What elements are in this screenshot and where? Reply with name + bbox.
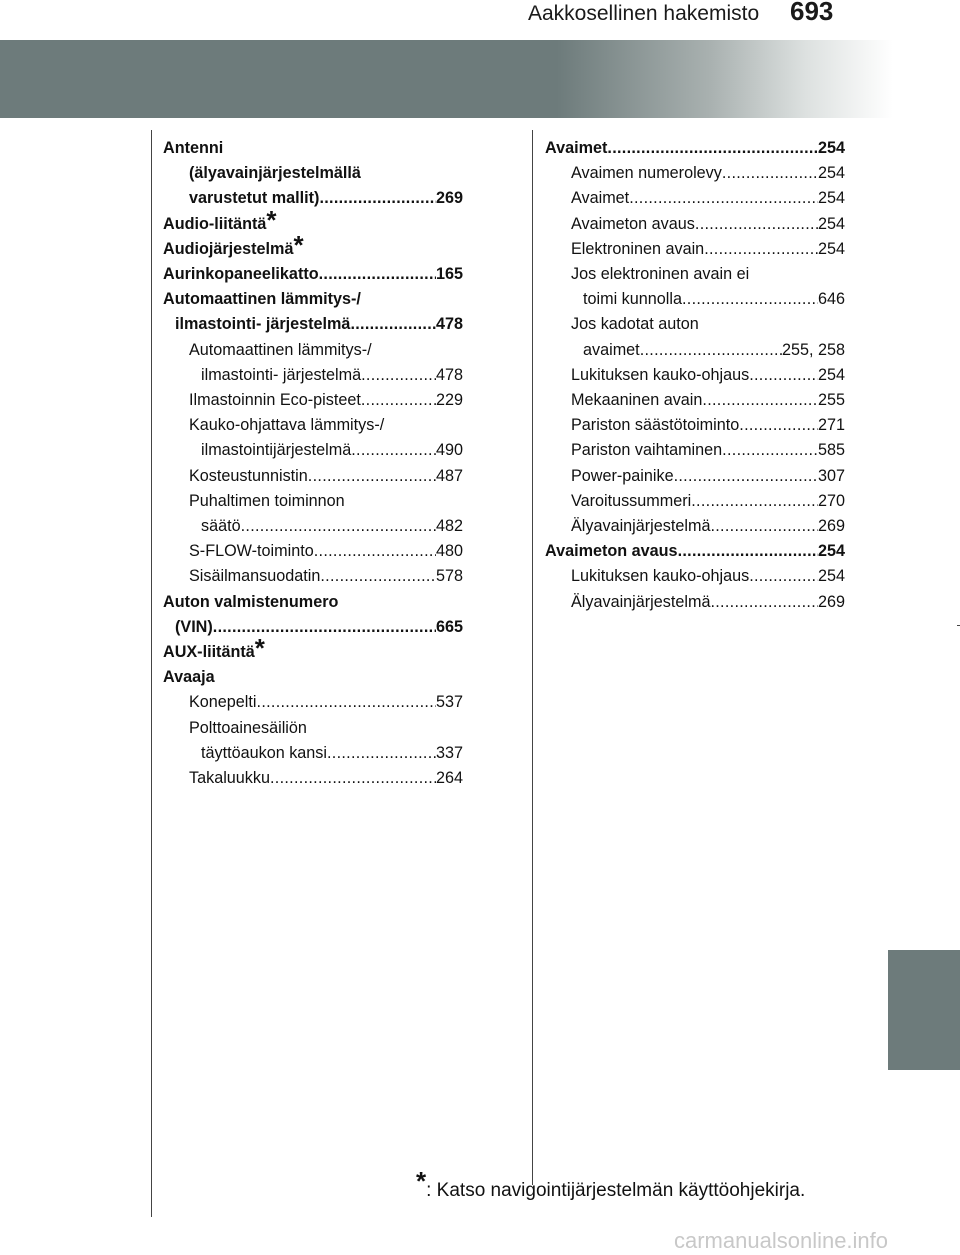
index-entry <box>545 413 845 438</box>
entry-label: Elektroninen avain <box>571 239 705 258</box>
entry-label: ilmastointijärjestelmä <box>201 441 352 460</box>
entry-page: 578 <box>435 567 463 586</box>
entry-label: Älyavainjärjestelmä <box>571 592 711 611</box>
index-entry <box>163 741 463 766</box>
entry-label: Avaimeton avaus <box>571 214 695 233</box>
dot-leader <box>629 186 818 211</box>
dot-leader <box>257 690 436 715</box>
center-column-rule <box>532 130 533 1185</box>
entry-label: Varoitussummeri <box>571 491 692 510</box>
index-entry <box>545 161 845 186</box>
watermark: carmanualsonline.info <box>674 1228 889 1253</box>
entry-label: Antenni <box>163 139 224 157</box>
index-entry <box>163 514 463 539</box>
entry-label: Kauko-ohjattava lämmitys-/ <box>189 416 385 435</box>
index-entry <box>545 312 845 337</box>
index-entry: AUX-liitäntä * <box>163 640 463 665</box>
entry-label: Pariston säästötoiminto <box>571 416 740 435</box>
dot-leader <box>607 136 818 161</box>
footnote-text: : Katso navigointijärjestelmän käyttöohjekirja. <box>426 1180 806 1201</box>
dot-leader <box>320 564 436 589</box>
entry-label: Audio-liitäntä <box>163 214 267 233</box>
entry-label: Mekaaninen avain <box>571 391 703 410</box>
dot-leader <box>749 363 818 388</box>
dot-leader <box>351 438 436 463</box>
entry-label: Kosteustunnistin <box>189 466 308 485</box>
entry-label: varustetut mallit) <box>189 189 320 208</box>
entry-page: 478 <box>435 315 463 334</box>
entry-page: 271 <box>817 416 845 435</box>
entry-page: 480 <box>435 542 463 561</box>
entry-page: 254 <box>817 214 845 233</box>
index-entry <box>163 539 463 564</box>
entry-label: Avaimeton avaus <box>545 542 678 561</box>
dot-leader <box>319 186 436 211</box>
entry-page: 307 <box>817 466 845 485</box>
entry-label: täyttöaukon kansi <box>201 743 327 762</box>
dot-leader <box>722 161 818 186</box>
entry-label: Jos kadotat auton <box>571 315 699 334</box>
entry-page: 254 <box>817 239 845 258</box>
index-entry <box>545 287 845 312</box>
dot-leader <box>361 363 436 388</box>
entry-label: Audiojärjestelmä <box>163 239 294 258</box>
entry-page: 482 <box>435 517 463 536</box>
entry-page: 537 <box>435 693 463 712</box>
left-column-rule <box>151 130 152 1217</box>
dot-leader <box>749 564 818 589</box>
index-entry <box>163 464 463 489</box>
entry-label: Aurinkopaneelikatto <box>163 265 319 284</box>
entry-page: 254 <box>817 189 845 208</box>
entry-label: Takaluukku <box>189 769 270 788</box>
index-entry: Audiojärjestelmä * <box>163 237 463 262</box>
entry-label: Lukituksen kauko-ohjaus <box>571 567 750 586</box>
section-title: Aakkosellinen hakemisto <box>528 2 760 25</box>
entry-label: Lukituksen kauko-ohjaus <box>571 365 750 384</box>
entry-label: Auton valmistenumero <box>163 592 339 611</box>
dot-leader <box>682 287 818 312</box>
entry-page: 255 <box>817 391 845 410</box>
index-entry <box>545 186 845 211</box>
header-band <box>0 40 960 118</box>
entry-label: Älyavainjärjestelmä <box>571 517 711 536</box>
section-tab <box>888 950 960 1070</box>
dot-leader <box>213 615 436 640</box>
entry-label: Avaimet <box>545 139 608 157</box>
entry-page: 478 <box>435 365 463 384</box>
entry-page: 337 <box>435 743 463 762</box>
entry-page: 255, 258 <box>781 340 845 359</box>
index-entry <box>163 615 463 640</box>
dot-leader <box>722 438 818 463</box>
entry-label: Avaaja <box>163 668 215 687</box>
dot-leader <box>710 590 818 615</box>
index-entry: Audio-liitäntä * <box>163 212 463 237</box>
entry-label: Avaimet <box>571 189 630 208</box>
entry-label: toimi kunnolla <box>583 290 682 309</box>
entry-page: 490 <box>435 441 463 460</box>
index-entry <box>545 539 845 564</box>
entry-label: Polttoainesäiliön <box>189 718 307 737</box>
entry-page: 229 <box>435 391 463 410</box>
dot-leader <box>327 741 436 766</box>
index-entry <box>163 438 463 463</box>
index-entry <box>545 564 845 589</box>
entry-label: Ilmastoinnin Eco-pisteet <box>189 391 361 410</box>
index-entry <box>163 665 463 690</box>
entry-page: 269 <box>817 592 845 611</box>
entry-label: Avaimen numerolevy <box>571 164 722 183</box>
index-entry <box>545 590 845 615</box>
entry-label: ilmastointi- järjestelmä <box>201 365 362 384</box>
index-column-right <box>545 136 845 615</box>
entry-label: (älyavainjärjestelmällä <box>189 164 361 183</box>
index-entry <box>163 338 463 363</box>
entry-page: 269 <box>435 189 463 208</box>
dot-leader <box>695 212 818 237</box>
index-entry <box>163 716 463 741</box>
entry-label: (VIN) <box>175 617 213 636</box>
entry-page: 270 <box>817 491 845 510</box>
dot-leader <box>314 539 436 564</box>
index-entry <box>545 489 845 514</box>
index-entry <box>163 363 463 388</box>
entry-label: Automaattinen lämmitys-/ <box>189 340 372 359</box>
entry-page: 665 <box>435 617 463 636</box>
dot-leader <box>350 312 436 337</box>
index-entry <box>163 489 463 514</box>
dot-leader <box>704 237 818 262</box>
index-entry <box>163 136 463 161</box>
index-entry <box>163 262 463 287</box>
index-entry <box>163 312 463 337</box>
entry-page: 254 <box>817 542 845 561</box>
entry-label: Konepelti <box>189 693 257 712</box>
dot-leader <box>678 539 818 564</box>
footnote <box>416 1166 806 1202</box>
index-entry <box>545 438 845 463</box>
dot-leader <box>319 262 436 287</box>
entry-page: 254 <box>817 567 845 586</box>
dot-leader <box>270 766 436 791</box>
entry-page: 585 <box>817 441 845 460</box>
entry-label: ilmastointi- järjestelmä <box>175 315 351 334</box>
index-entry <box>163 388 463 413</box>
index-entry <box>163 186 463 211</box>
footnote-star: * <box>416 1166 427 1196</box>
index-entry <box>163 590 463 615</box>
entry-label: Sisäilmansuodatin <box>189 567 321 586</box>
entry-label: avaimet <box>583 340 640 359</box>
dot-leader <box>739 413 818 438</box>
page-number: 693 <box>790 0 834 26</box>
entry-label: säätö <box>201 517 241 536</box>
index-entry <box>163 564 463 589</box>
entry-label: S-FLOW-toiminto <box>189 542 314 561</box>
entry-page: 487 <box>435 466 463 485</box>
entry-page: 269 <box>817 517 845 536</box>
dot-leader <box>241 514 436 539</box>
entry-label: Power-painike <box>571 466 674 485</box>
entry-label: Automaattinen lämmitys-/ <box>163 290 361 309</box>
index-entry <box>163 161 463 186</box>
entry-page: 165 <box>435 265 463 284</box>
index-entry <box>545 237 845 262</box>
index-entry <box>163 766 463 791</box>
dot-leader <box>691 489 818 514</box>
index-entry <box>545 212 845 237</box>
index-entry <box>545 136 845 161</box>
entry-label: Pariston vaihtaminen <box>571 441 723 460</box>
dot-leader <box>361 388 436 413</box>
dot-leader <box>640 338 782 363</box>
entry-page: 646 <box>817 290 845 309</box>
index-entry <box>545 262 845 287</box>
dot-leader <box>308 464 436 489</box>
entry-label: Jos elektroninen avain ei <box>571 265 750 284</box>
index-column-left <box>163 136 463 791</box>
index-entry <box>163 690 463 715</box>
entry-page: 254 <box>817 139 845 157</box>
entry-page: 254 <box>817 365 845 384</box>
entry-label: AUX-liitäntä <box>163 643 255 662</box>
index-entry <box>545 514 845 539</box>
entry-label: Puhaltimen toiminnon <box>189 491 345 510</box>
index-entry <box>545 388 845 413</box>
dot-leader <box>710 514 818 539</box>
index-entry <box>545 338 845 363</box>
index-entry <box>545 363 845 388</box>
entry-page: 264 <box>435 769 463 788</box>
index-entry <box>163 287 463 312</box>
index-entry <box>545 464 845 489</box>
entry-page: 254 <box>817 164 845 183</box>
dot-leader <box>674 464 818 489</box>
index-entry <box>163 413 463 438</box>
dot-leader <box>702 388 818 413</box>
